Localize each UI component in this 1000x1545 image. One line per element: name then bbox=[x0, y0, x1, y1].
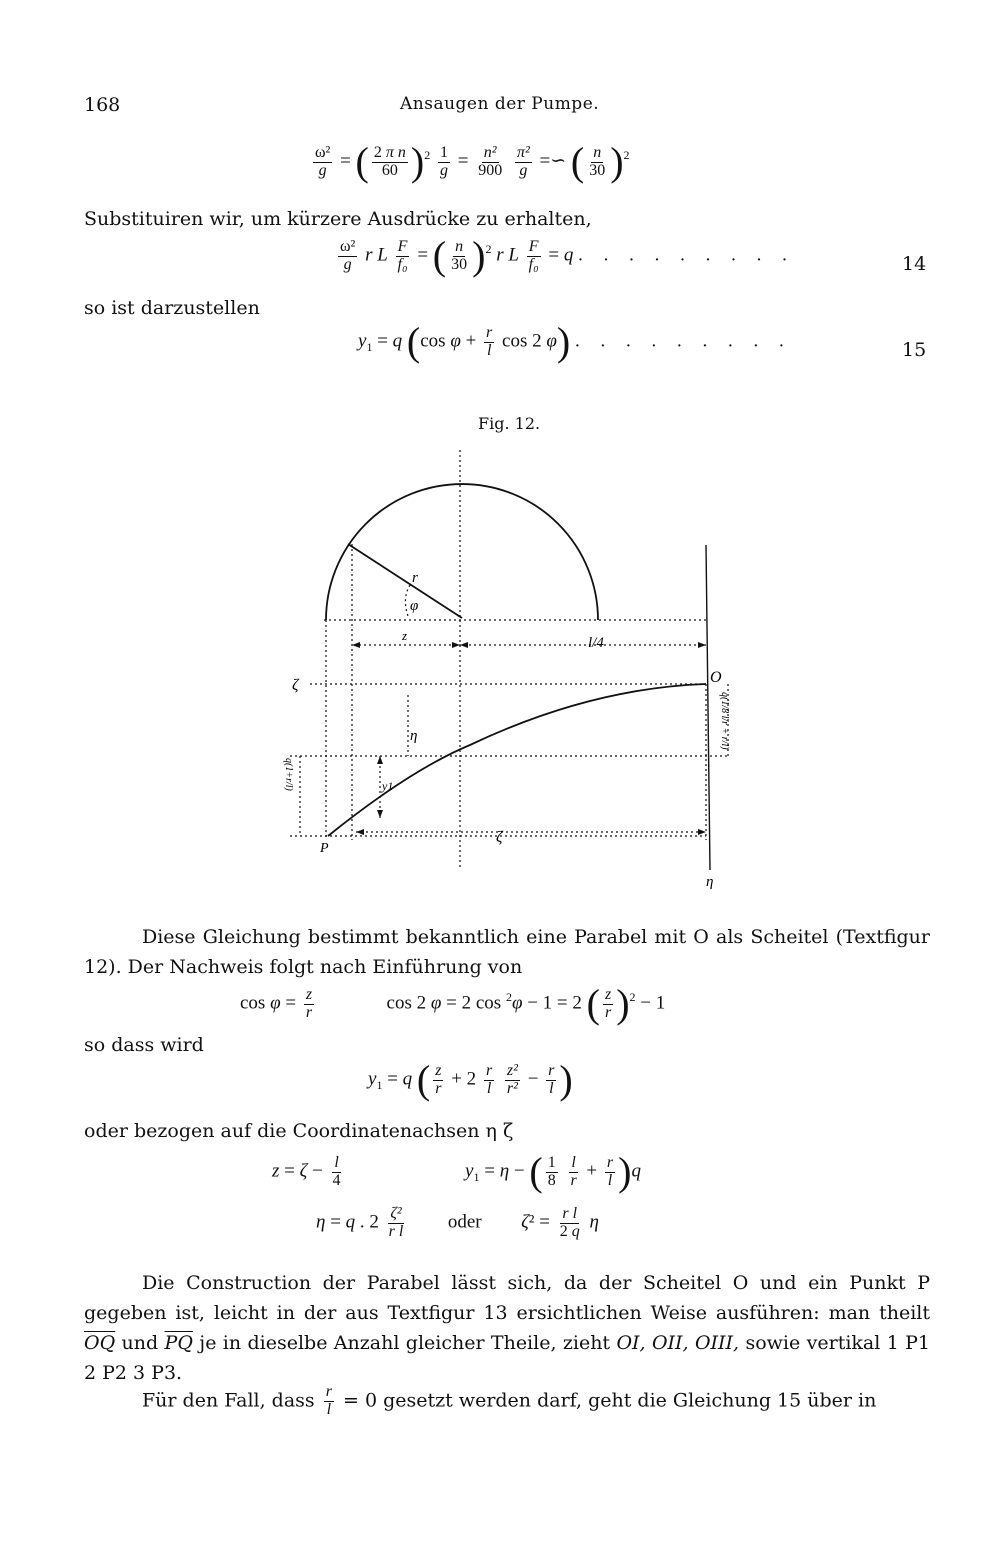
equation-y1: $y_1 = q$ ( $\frac{z}{r}$ + 2 $\frac{r}{l}$ $\frac{\text{z²}}{\text{r²}}$ − $\frac{r}{l}$ ) bbox=[368, 1057, 573, 1102]
parabola-curve bbox=[328, 684, 706, 836]
construction-text-b: je in dieselbe Anzahl gleicher Theile, zieht bbox=[199, 1332, 611, 1354]
label-eta-mid: η bbox=[410, 728, 418, 744]
equation-cos: cos φ = $\frac{z}{r}$ cos 2 φ = 2 cos $^2$φ − 1 = 2 ( $\frac{z}{r}$ )$^2$ − 1 bbox=[240, 981, 666, 1026]
label-q-left: q(1+r/l) bbox=[283, 758, 294, 791]
construction-o1: OI, bbox=[616, 1332, 646, 1354]
figure-12 bbox=[270, 440, 750, 900]
construction-und: und bbox=[121, 1332, 159, 1354]
equation-z-zeta: z = ζ − $\frac{l}{4}$ $y_1 = \eta$ − ( $\frac{1}{8}$ $\frac{l}{r}$ + $\frac{r}{l}$ )q bbox=[272, 1149, 641, 1194]
crank-arm bbox=[348, 544, 462, 618]
equation-eta: η = q . 2 $\frac{\text{ζ²}}{\text{r l}}$ oder ζ² = $\frac{\text{r l}}{2 q}$ η bbox=[316, 1205, 599, 1240]
running-title: Ansaugen der Pumpe. bbox=[400, 94, 600, 114]
label-z: z bbox=[402, 628, 408, 643]
label-q-right: q(1/8 l/r + r/l) bbox=[719, 692, 730, 750]
text-substituiren: Substituiren wir, um kürzere Ausdrücke zu erhalten, bbox=[84, 208, 592, 230]
label-y1: y1 bbox=[382, 779, 394, 793]
construction-text-a: Die Construction der Parabel lässt sich, da der Scheitel O und ein Punkt P gegeben ist, leicht in der aus Textfigur 13 ersichtlichen Weise ausführen: man theilt bbox=[84, 1272, 930, 1324]
label-O: O bbox=[710, 669, 722, 686]
fuer-den-fall-b: = 0 gesetzt werden darf, geht die Gleichung 15 über in bbox=[343, 1389, 877, 1412]
construction-vertikal: vertikal 1 P1 2 P2 3 P3. bbox=[84, 1332, 931, 1384]
construction-o3: OIII, bbox=[694, 1332, 740, 1354]
segment-pq: $\overline{PQ}$ bbox=[164, 1332, 193, 1354]
paragraph-diese-gleichung: Diese Gleichung bestimmt bekanntlich eine Parabel mit O als Scheitel (Textfigur 12). Der Nachweis folgt nach Einführung von bbox=[84, 926, 930, 978]
label-zeta-bottom: ζ bbox=[496, 829, 503, 846]
eta-axis bbox=[706, 545, 710, 870]
text-so-dass: so dass wird bbox=[84, 1034, 204, 1056]
figure-caption: Fig. 12. bbox=[478, 414, 541, 433]
construction-o2: OII, bbox=[651, 1332, 689, 1354]
label-zeta-left: ζ bbox=[292, 677, 299, 694]
label-eta-bottom: η bbox=[706, 874, 714, 890]
label-l4: l/4 bbox=[588, 635, 604, 651]
equation-14: $\frac{\text{ω²}}{g}$ r L $\frac{F}{\text{f₀}}$ = ( $\frac{n}{30}$ )$^2$ r L $\frac{F}{\text{f₀}}$ = q . . . . . . . . . bbox=[340, 233, 795, 278]
page-number: 168 bbox=[84, 94, 121, 116]
equation-number-14: 14 bbox=[902, 253, 927, 275]
label-r: r bbox=[412, 570, 418, 586]
fuer-den-fall-a: Für den Fall, dass bbox=[142, 1389, 315, 1412]
label-P: P bbox=[320, 841, 329, 856]
text-oder: oder bbox=[447, 1211, 482, 1233]
equation-omega: $\frac{\text{ω²}}{g}$ = ( $\frac{\text{2 π n}}{60}$ )$^2$ $\frac{1}{g}$ = $\frac{\text{n²}}{900}$ $\frac{\text{π²}}{g}$ =∽ ( $\frac{n}{30}$ )$^2$ bbox=[315, 139, 630, 184]
text-oder-bezogen: oder bezogen auf die Coordinatenachsen η ζ bbox=[84, 1120, 514, 1142]
text-darzustellen: so ist darzustellen bbox=[84, 297, 260, 319]
paragraph-fuer-den-fall: Für den Fall, dass $\frac{r}{l}$ = 0 gesetzt werden darf, geht die Gleichung 15 über in bbox=[142, 1383, 877, 1418]
equation-15: $y_1 = q$ (cos φ + $\frac{r}{l}$ cos 2 φ) . . . . . . . . . bbox=[358, 319, 792, 364]
crank-circle bbox=[326, 484, 598, 620]
label-phi: φ bbox=[410, 598, 419, 614]
paragraph-construction bbox=[84, 1268, 930, 1388]
equation-number-15: 15 bbox=[902, 339, 927, 361]
construction-sowie: sowie bbox=[745, 1332, 801, 1354]
segment-oq: $\overline{OQ}$ bbox=[84, 1332, 116, 1354]
